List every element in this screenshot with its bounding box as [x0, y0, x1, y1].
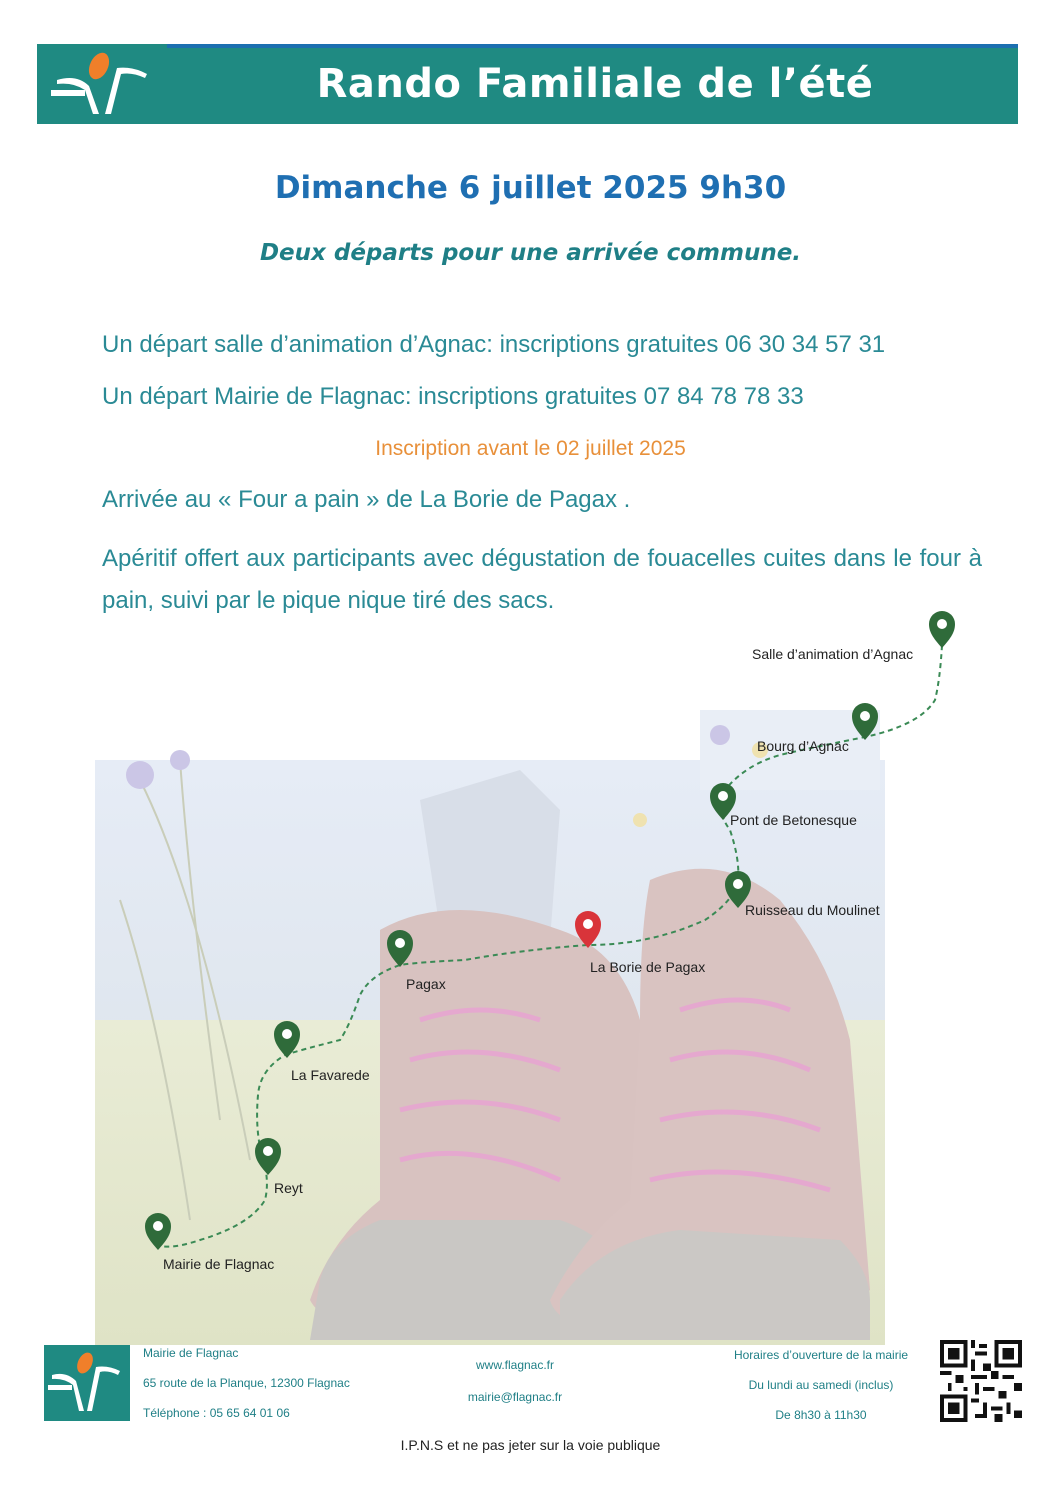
qr-code-icon: [940, 1340, 1022, 1422]
footer-email-link[interactable]: mairie@flagnac.fr: [467, 1390, 563, 1404]
waypoint-label-ruisseau-moulinet: Ruisseau du Moulinet: [745, 902, 880, 918]
departure-flagnac: Un départ Mairie de Flagnac: inscriptions gratuites 07 84 78 78 33: [102, 383, 804, 410]
ipns-notice: I.P.N.S et ne pas jeter sur la voie publique: [400, 1437, 661, 1453]
aperitif-info: Apéritif offert aux participants avec dégustation de fouacelles cuites dans le four à pain, suivi par le pique nique tiré des sacs.: [102, 545, 982, 614]
footer-hours-days: Du lundi au samedi (inclus): [748, 1378, 894, 1392]
footer-hours-time: De 8h30 à 11h30: [775, 1408, 867, 1422]
footer-org-name: Mairie de Flagnac: [143, 1346, 239, 1360]
route-map: [0, 600, 1061, 1345]
waypoint-label-salle-agnac: Salle d’animation d’Agnac: [752, 646, 914, 662]
footer-hours-title: Horaires d’ouverture de la mairie: [733, 1348, 909, 1362]
waypoint-label-mairie-flagnac: Mairie de Flagnac: [163, 1256, 275, 1272]
event-subtitle: Deux départs pour une arrivée commune.: [259, 240, 802, 266]
arrival-info: Arrivée au « Four a pain » de La Borie de Pagax .: [102, 486, 631, 513]
waypoint-label-borie-pagax: La Borie de Pagax: [590, 959, 706, 975]
footer-phone: Téléphone : 05 65 64 01 06: [143, 1406, 290, 1420]
footer-website-link[interactable]: www.flagnac.fr: [475, 1358, 555, 1372]
pin-salle-agnac-icon: [929, 611, 955, 648]
flagnac-logo-icon: [37, 44, 167, 124]
waypoint-label-la-favarede: La Favarede: [291, 1067, 370, 1083]
banner-top-line: [37, 44, 1018, 48]
event-date: Dimanche 6 juillet 2025 9h30: [274, 170, 787, 206]
waypoint-label-reyt: Reyt: [274, 1180, 303, 1196]
waypoint-label-pont-betonesque: Pont de Betonesque: [730, 812, 857, 828]
hiking-boots-photo: [95, 710, 885, 1345]
waypoint-label-bourg-agnac: Bourg d’Agnac: [757, 738, 849, 754]
page-title: Rando Familiale de l’été: [316, 61, 874, 107]
departure-agnac: Un départ salle d’animation d’Agnac: inscriptions gratuites 06 30 34 57 31: [102, 331, 886, 358]
footer-address: 65 route de la Planque, 12300 Flagnac: [143, 1376, 350, 1390]
footer-logo-icon: [44, 1345, 130, 1421]
registration-deadline: Inscription avant le 02 juillet 2025: [375, 437, 686, 460]
waypoint-label-pagax: Pagax: [406, 976, 446, 992]
